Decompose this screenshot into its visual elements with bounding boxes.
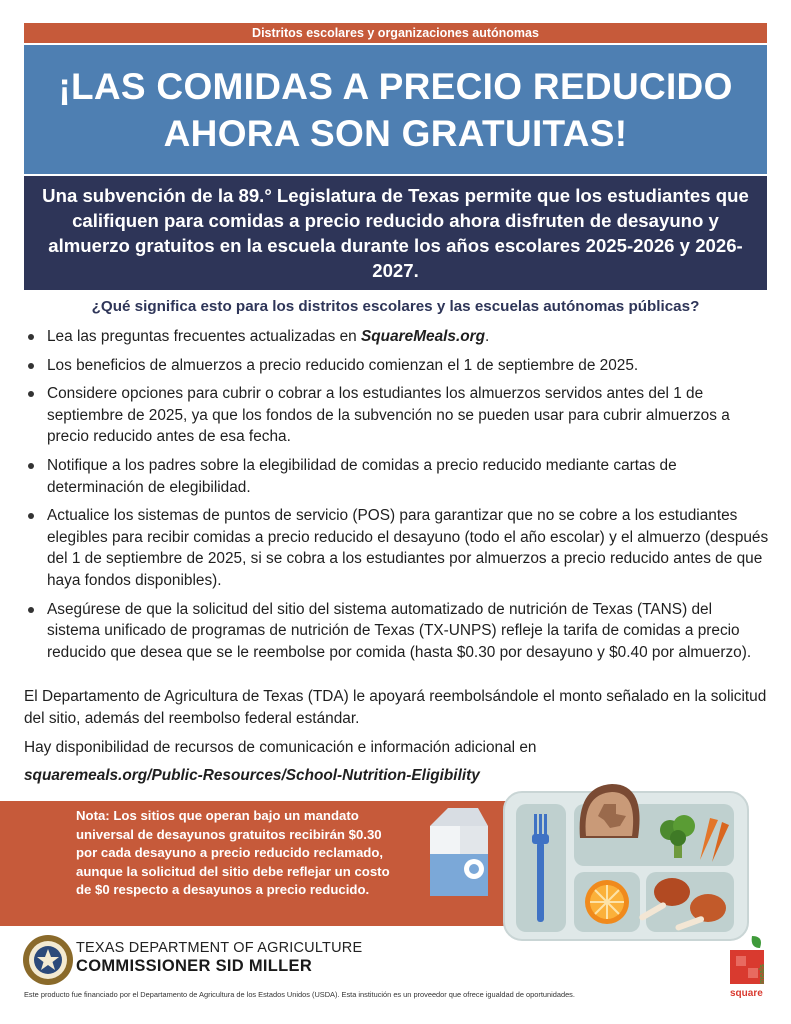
- headline: [24, 45, 767, 174]
- bullet-1-text: Lea las preguntas frecuentes actualizadas en: [47, 328, 362, 345]
- lunch-illustration: [420, 768, 750, 948]
- squaremeals-link[interactable]: SquareMeals.org: [361, 328, 486, 345]
- note-text: Nota: Los sitios que operan bajo un mandato universal de desayunos gratuitos recibirán $0.30 por cada desayuno a precio reducido reclamado, aunque la solicitud del sitio debe reflejar un costo de $0 respecto a desayunos a precio reducido.: [76, 808, 390, 897]
- subheadline: [24, 176, 767, 290]
- bullet-2-text: Los beneficios de almuerzos a precio reducido comienzan el 1 de septiembre de 2025.: [47, 356, 639, 374]
- tda-seal-icon: [22, 934, 74, 986]
- resources-link[interactable]: squaremeals.org/Public-Resources/School-Nutrition-Eligibility: [24, 767, 480, 784]
- headline-line-1: ¡LAS COMIDAS A PRECIO REDUCIDO: [58, 65, 733, 107]
- subheadline-text: Una subvención de la 89.° Legislatura de Texas permite que los estudiantes que califiquen para comidas a precio reducido ahora disfruten de desayuno y almuerzo gratuitos en la escuela durante los años escolares 2025-2026 y 2026-2027.: [42, 185, 749, 281]
- footer-commissioner: COMMISSIONER SID MILLER: [76, 957, 313, 975]
- milk-carton-icon: [430, 808, 488, 896]
- bullet-5-text: Actualice los sistemas de puntos de servicio (POS) para garantizar que no se cobre a los estudiantes elegibles para recibir comidas a precio reducido el desayuno (todo el año escolar) y el almuerzo (después del 1 de septiembre de 2025, si se cobra a los estudiantes por almuerzos a precio reducido antes de que haya fondos disponibles).: [47, 507, 769, 589]
- footer-agency: TEXAS DEPARTMENT OF AGRICULTURE: [76, 940, 363, 956]
- list-item: [24, 355, 769, 377]
- bullet-list: [24, 326, 769, 670]
- bullet-4-text: Notifique a los padres sobre la elegibilidad de comidas a precio reducido mediante cartas de determinación de elegibilidad.: [47, 456, 677, 496]
- list-item: [24, 383, 769, 448]
- list-item: [24, 505, 769, 591]
- orange-slice-icon: [585, 880, 629, 924]
- svg-text:square: square: [730, 988, 763, 999]
- section-question: ¿Qué significa esto para los distritos escolares y las escuelas autónomas públicas?: [91, 298, 700, 315]
- list-item: [24, 455, 769, 498]
- bullet-3-text: Considere opciones para cubrir o cobrar a los estudiantes los almuerzos servidos antes del 1 de septiembre de 2025, ya que los fondos de la subvención no se pueden usar para cubrir almuerzos a precio reducido antes de esa fecha.: [47, 385, 730, 446]
- square-meals-logo-icon: [728, 934, 770, 1004]
- list-item: [24, 599, 769, 664]
- svg-text:meals: meals: [759, 964, 766, 984]
- bullet-6-text: Asegúrese de que la solicitud del sitio del sistema automatizado de nutrición de Texas (TANS) del sistema unificado de programas de nutrición de Texas (TX-UNPS) refleje la tarifa de comidas a precio reducido que desea que se le reembolse por comida (hasta $0.30 por desayuno y $0.40 por almuerzo).: [47, 600, 752, 661]
- footer-fineprint: Este producto fue financiado por el Departamento de Agricultura de los Estados Unidos (USDA). Esta institución es un proveedor que ofrece igualdad de oportunidades.: [24, 990, 575, 999]
- top-banner: Distritos escolares y organizaciones autónomas: [24, 23, 767, 43]
- resources-paragraph: Hay disponibilidad de recursos de comunicación e información adicional en: [24, 739, 537, 756]
- tda-paragraph: El Departamento de Agricultura de Texas (TDA) le apoyará reembolsándole el monto señalado en la solicitud del sitio, además del reembolso federal estándar.: [24, 688, 767, 727]
- bullet-1-end: .: [485, 328, 490, 345]
- list-item: [24, 326, 769, 348]
- headline-line-2: AHORA SON GRATUITAS!: [163, 112, 628, 154]
